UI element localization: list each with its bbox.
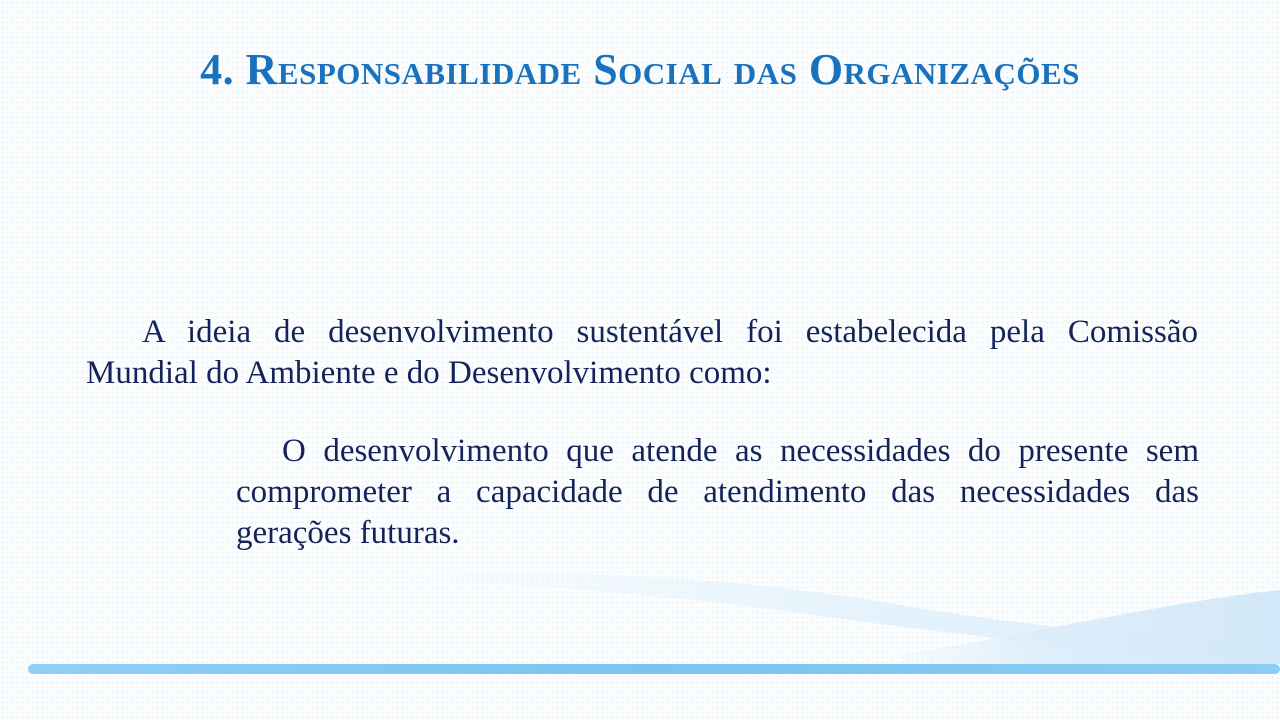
accent-line <box>28 664 1280 674</box>
decorative-wave-graphic <box>0 560 1280 690</box>
body-paragraph: A ideia de desenvolvimento sustentável foi estabelecida pela Comissão Mundial do Ambiente e do Desenvolvimento como: <box>86 314 1198 391</box>
slide-title: 4. Responsabilidade Social das Organizações <box>200 45 1080 94</box>
definition-quote: O desenvolvimento que atende as necessidades do presente sem comprometer a capacidade de atendimento das necessidades das gerações futuras. <box>236 433 1199 551</box>
